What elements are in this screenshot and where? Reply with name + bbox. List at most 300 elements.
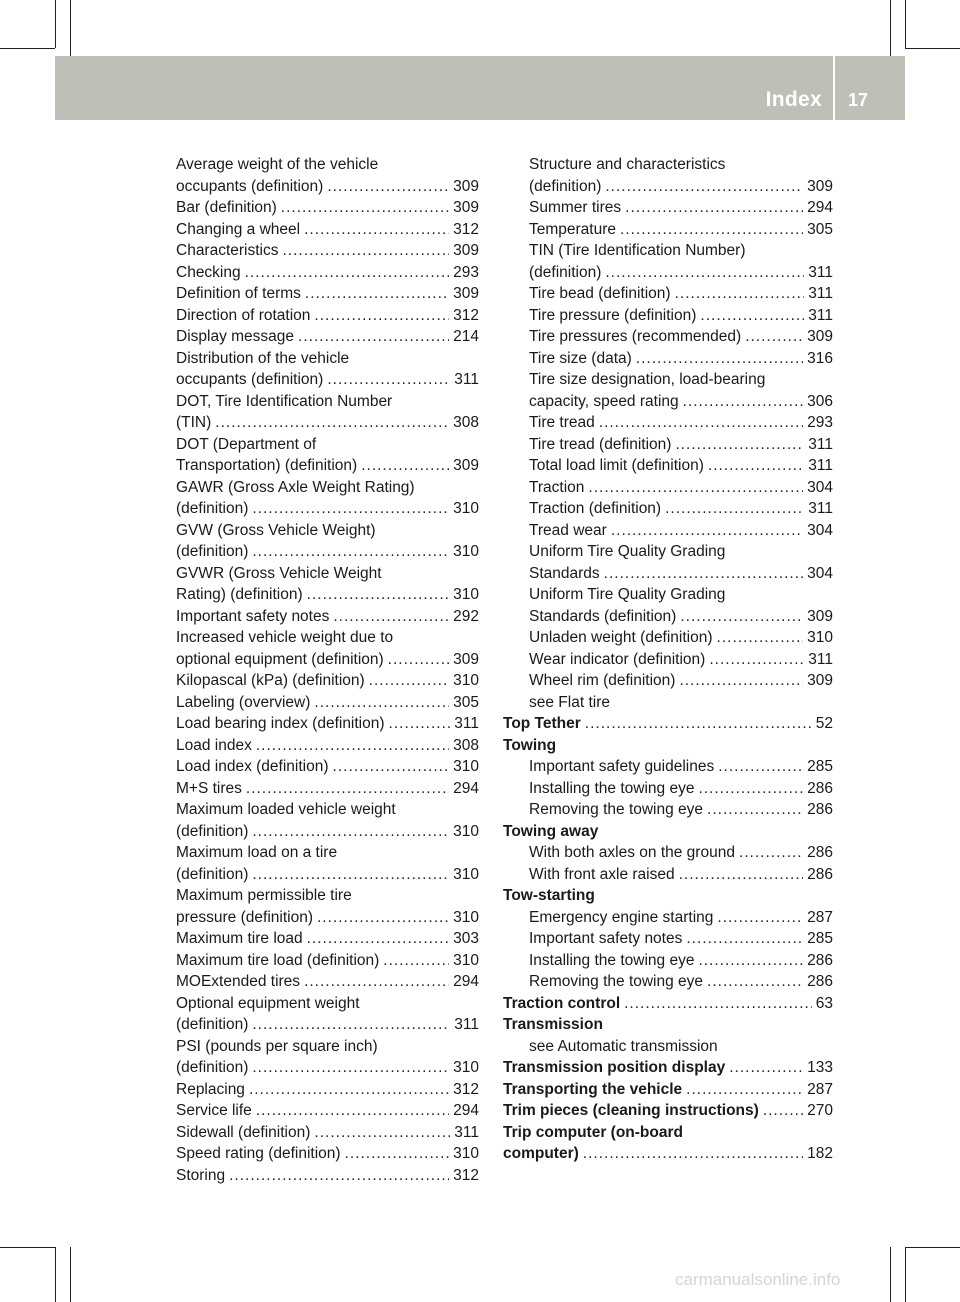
index-entry	[503, 326, 833, 348]
entry-page: 310	[807, 629, 833, 646]
entry-term: Bar (definition)	[176, 199, 277, 216]
entry-page: 312	[453, 220, 479, 238]
entry-page: 311	[454, 371, 479, 388]
entry-term: Unladen weight (definition)	[529, 629, 713, 646]
leader-dots	[605, 176, 803, 198]
index-entry	[176, 778, 479, 800]
index-entry	[176, 541, 479, 563]
leader-dots	[745, 326, 803, 348]
index-entry	[176, 756, 479, 778]
entry-term: Rating) (definition)	[176, 586, 303, 603]
entry-term: (definition)	[176, 543, 249, 560]
crop-mark	[55, 1247, 56, 1302]
entry-term: GVW (Gross Vehicle Weight)	[176, 521, 376, 539]
entry-page: 309	[807, 177, 833, 195]
crop-mark	[0, 1247, 55, 1248]
index-entry	[503, 1014, 833, 1036]
entry-term: Tow-starting	[503, 887, 595, 904]
leader-dots	[707, 971, 803, 993]
index-entry	[503, 176, 833, 198]
entry-term: Transmission	[503, 1016, 603, 1033]
entry-term: Installing the towing eye	[529, 951, 695, 969]
entry-page: 311	[454, 1123, 479, 1141]
entry-page: 182	[807, 1145, 833, 1162]
entry-term: Average weight of the vehicle	[176, 156, 379, 173]
index-entry	[503, 477, 833, 499]
leader-dots	[698, 950, 803, 972]
entry-page: 311	[808, 435, 833, 453]
entry-term: optional equipment (definition)	[176, 650, 384, 668]
entry-page: 294	[807, 199, 833, 216]
entry-term: Important safety notes	[176, 607, 330, 625]
leader-dots	[611, 520, 803, 542]
crop-mark	[905, 0, 906, 48]
entry-page: 309	[453, 177, 479, 195]
index-entry	[503, 240, 833, 262]
index-entry	[176, 885, 479, 907]
entry-term: Standards (definition)	[529, 607, 677, 625]
crop-mark	[905, 1247, 960, 1248]
entry-page: 294	[453, 779, 479, 797]
entry-page: 293	[807, 414, 833, 431]
index-entry	[176, 928, 479, 950]
entry-term: (definition)	[176, 500, 249, 517]
index-entry	[503, 1079, 833, 1101]
entry-term: computer)	[503, 1145, 579, 1162]
index-entry	[503, 434, 833, 456]
entry-term: Distribution of the vehicle	[176, 349, 350, 367]
watermark: carmanualsonline.info	[675, 1270, 841, 1289]
leader-dots	[599, 412, 803, 434]
leader-dots	[327, 369, 450, 391]
index-entry	[176, 520, 479, 542]
entry-page: 305	[807, 220, 833, 238]
entry-term: Temperature	[529, 220, 617, 238]
leader-dots	[588, 477, 803, 499]
leader-dots	[763, 1100, 803, 1122]
leader-dots	[252, 864, 449, 886]
entry-page: 310	[453, 822, 479, 840]
index-entry	[176, 1036, 479, 1058]
entry-term: Towing away	[503, 822, 599, 840]
leader-dots	[679, 864, 804, 886]
entry-term: Uniform Tire Quality Grading	[529, 586, 726, 603]
entry-term: pressure (definition)	[176, 908, 313, 926]
entry-page: 309	[453, 650, 479, 668]
index-entry	[176, 1122, 479, 1144]
index-entry	[176, 950, 479, 972]
leader-dots	[252, 1057, 449, 1079]
leader-dots	[708, 455, 804, 477]
leader-dots	[361, 455, 449, 477]
leader-dots	[307, 928, 450, 950]
entry-term: capacity, speed rating	[529, 392, 679, 410]
entry-term: Display message	[176, 328, 295, 345]
index-entry	[503, 821, 833, 843]
leader-dots	[215, 412, 449, 434]
index-column-left	[176, 154, 479, 1186]
entry-term: occupants (definition)	[176, 177, 324, 195]
leader-dots	[665, 498, 804, 520]
index-entry	[503, 541, 833, 563]
entry-page: 52	[815, 715, 833, 732]
index-entry	[176, 412, 479, 434]
entry-term: Removing the towing eye	[529, 973, 704, 990]
entry-page: 304	[807, 521, 833, 539]
index-entry	[503, 412, 833, 434]
entry-term: Summer tires	[529, 199, 622, 216]
entry-page: 133	[807, 1059, 833, 1076]
entry-term: Installing the towing eye	[529, 779, 695, 797]
entry-page: 286	[807, 779, 833, 797]
entry-page: 309	[453, 457, 479, 474]
entry-term: Towing	[503, 736, 557, 754]
index-entry	[176, 971, 479, 993]
entry-term: Uniform Tire Quality Grading	[529, 543, 726, 560]
index-entry	[176, 434, 479, 456]
index-entry	[176, 176, 479, 198]
index-entry	[176, 864, 479, 886]
entry-page: 310	[453, 758, 479, 775]
entry-term: Removing the towing eye	[529, 801, 704, 818]
index-entry	[503, 520, 833, 542]
index-entry	[176, 283, 479, 305]
crop-mark	[70, 0, 71, 56]
index-entry	[176, 649, 479, 671]
index-entry	[176, 262, 479, 284]
entry-term: Service life	[176, 1102, 252, 1119]
index-entry	[176, 1014, 479, 1036]
entry-page: 294	[453, 973, 479, 990]
leader-dots	[249, 1079, 449, 1101]
entry-term: Increased vehicle weight due to	[176, 629, 394, 646]
entry-term: (definition)	[176, 1059, 249, 1076]
entry-term: (definition)	[176, 822, 249, 840]
leader-dots	[389, 713, 451, 735]
index-entry	[176, 1100, 479, 1122]
leader-dots	[345, 1143, 450, 1165]
entry-term: Traction control	[503, 994, 621, 1012]
entry-term: Wheel rim (definition)	[529, 672, 676, 689]
index-entry	[176, 1165, 479, 1187]
entry-term: see Flat tire	[529, 693, 610, 711]
leader-dots	[717, 907, 803, 929]
entry-term: Transportation) (definition)	[176, 457, 358, 474]
entry-page: 270	[807, 1102, 833, 1119]
leader-dots	[256, 1100, 449, 1122]
entry-term: Transporting the vehicle	[503, 1080, 683, 1098]
entry-page: 311	[454, 1016, 479, 1033]
leader-dots	[307, 584, 449, 606]
leader-dots	[314, 305, 449, 327]
entry-term: Direction of rotation	[176, 306, 311, 324]
entry-term: Trim pieces (cleaning instructions)	[503, 1102, 759, 1119]
index-entry	[176, 154, 479, 176]
leader-dots	[252, 541, 449, 563]
entry-term: Tread wear	[529, 521, 607, 539]
index-entry	[503, 391, 833, 413]
index-entry	[176, 821, 479, 843]
index-entry	[503, 799, 833, 821]
leader-dots	[256, 735, 449, 757]
entry-page: 304	[807, 478, 833, 496]
entry-term: Maximum tire load	[176, 930, 303, 947]
leader-dots	[686, 928, 803, 950]
leader-dots	[327, 176, 449, 198]
leader-dots	[680, 606, 803, 628]
entry-page: 286	[807, 973, 833, 990]
leader-dots	[333, 606, 449, 628]
index-entry	[503, 197, 833, 219]
index-entry	[503, 907, 833, 929]
entry-term: Changing a wheel	[176, 220, 301, 238]
entry-page: 311	[808, 263, 833, 281]
entry-page: 311	[808, 285, 833, 302]
entry-page: 310	[453, 543, 479, 560]
entry-page: 304	[807, 564, 833, 582]
crop-mark	[55, 0, 56, 48]
leader-dots	[636, 348, 803, 370]
index-entry	[503, 1100, 833, 1122]
entry-term: Emergency engine starting	[529, 908, 714, 926]
entry-page: 310	[453, 500, 479, 517]
entry-page: 309	[807, 607, 833, 625]
entry-term: Load bearing index (definition)	[176, 715, 385, 732]
entry-page: 310	[453, 1145, 479, 1162]
leader-dots	[583, 1143, 803, 1165]
index-entry	[503, 154, 833, 176]
leader-dots	[369, 670, 449, 692]
index-entry	[503, 584, 833, 606]
entry-page: 287	[807, 1080, 833, 1098]
index-entry	[176, 1143, 479, 1165]
entry-term: Important safety notes	[529, 930, 683, 947]
entry-page: 308	[453, 414, 479, 431]
leader-dots	[333, 756, 450, 778]
entry-page: 287	[807, 908, 833, 926]
entry-term: Important safety guidelines	[529, 758, 715, 775]
entry-page: 214	[453, 328, 479, 345]
entry-term: With front axle raised	[529, 865, 675, 883]
index-entry	[176, 993, 479, 1015]
entry-page: 285	[807, 758, 833, 775]
leader-dots	[717, 627, 804, 649]
entry-term: Load index (definition)	[176, 758, 329, 775]
leader-dots	[229, 1165, 449, 1187]
header-separator	[833, 56, 835, 120]
index-entry	[503, 864, 833, 886]
entry-page: 310	[453, 1059, 479, 1076]
index-entry	[503, 692, 833, 714]
entry-page: 286	[807, 844, 833, 861]
entry-term: Load index	[176, 736, 252, 754]
index-entry	[176, 627, 479, 649]
leader-dots	[388, 649, 449, 671]
index-entry	[176, 584, 479, 606]
entry-page: 63	[815, 994, 833, 1012]
entry-term: Total load limit (definition)	[529, 457, 704, 474]
index-entry	[176, 799, 479, 821]
entry-term: Transmission position display	[503, 1059, 726, 1076]
entry-term: occupants (definition)	[176, 371, 324, 388]
index-entry	[503, 993, 833, 1015]
leader-dots	[304, 971, 449, 993]
entry-term: TIN (Tire Identification Number)	[529, 242, 746, 259]
index-entry	[176, 348, 479, 370]
index-entry	[503, 842, 833, 864]
crop-mark	[70, 1247, 71, 1302]
index-column-right	[503, 154, 833, 1165]
index-entry	[176, 670, 479, 692]
entry-term: Maximum tire load (definition)	[176, 951, 380, 969]
leader-dots	[304, 219, 449, 241]
index-entry	[176, 326, 479, 348]
entry-page: 310	[453, 672, 479, 689]
leader-dots	[707, 799, 803, 821]
entry-term: Tire tread (definition)	[529, 435, 672, 453]
leader-dots	[281, 197, 449, 219]
entry-page: 312	[453, 1080, 479, 1098]
entry-term: Structure and characteristics	[529, 156, 726, 173]
entry-term: Tire pressure (definition)	[529, 306, 697, 324]
entry-page: 305	[453, 693, 479, 711]
entry-term: Tire size designation, load-bearing	[529, 371, 766, 388]
entry-page: 308	[453, 736, 479, 754]
entry-term: Maximum permissible tire	[176, 887, 352, 904]
entry-term: With both axles on the ground	[529, 844, 735, 861]
index-entry	[176, 219, 479, 241]
leader-dots	[314, 1122, 450, 1144]
entry-term: Tire bead (definition)	[529, 285, 671, 302]
index-entry	[503, 670, 833, 692]
entry-page: 310	[453, 586, 479, 603]
index-entry	[503, 885, 833, 907]
index-entry	[503, 713, 833, 735]
leader-dots	[252, 1014, 450, 1036]
index-entry	[503, 971, 833, 993]
entry-term: M+S tires	[176, 779, 242, 797]
leader-dots	[675, 434, 804, 456]
entry-term: Maximum load on a tire	[176, 844, 338, 861]
index-entry	[176, 369, 479, 391]
index-entry	[503, 283, 833, 305]
entry-page: 311	[454, 715, 479, 732]
index-entry	[503, 735, 833, 757]
leader-dots	[729, 1057, 803, 1079]
entry-term: Maximum loaded vehicle weight	[176, 801, 396, 818]
leader-dots	[739, 842, 803, 864]
entry-term: Wear indicator (definition)	[529, 650, 706, 668]
index-entry	[503, 262, 833, 284]
index-entry	[176, 1079, 479, 1101]
leader-dots	[283, 240, 450, 262]
entry-term: Tire pressures (recommended)	[529, 328, 742, 345]
leader-dots	[718, 756, 803, 778]
page-number: 17	[848, 90, 869, 110]
entry-page: 286	[807, 951, 833, 969]
entry-term: GAWR (Gross Axle Weight Rating)	[176, 478, 415, 496]
entry-term: (definition)	[176, 1016, 249, 1033]
leader-dots	[698, 778, 803, 800]
entry-page: 309	[807, 328, 833, 345]
entry-term: (definition)	[529, 263, 602, 281]
index-entry	[176, 455, 479, 477]
index-entry	[503, 1122, 833, 1144]
entry-page: 286	[807, 865, 833, 883]
entry-term: Tire size (data)	[529, 349, 632, 367]
entry-page: 312	[453, 1166, 479, 1184]
entry-term: Traction	[529, 478, 585, 496]
leader-dots	[317, 907, 449, 929]
leader-dots	[314, 692, 449, 714]
leader-dots	[585, 713, 812, 735]
entry-term: Top Tether	[503, 715, 581, 732]
crop-mark	[905, 48, 960, 49]
leader-dots	[679, 670, 803, 692]
entry-term: Checking	[176, 263, 241, 281]
index-entry	[176, 907, 479, 929]
entry-page: 294	[453, 1102, 479, 1119]
entry-term: Definition of terms	[176, 285, 301, 302]
index-entry	[503, 649, 833, 671]
entry-page: 311	[808, 306, 833, 324]
leader-dots	[686, 1079, 803, 1101]
entry-page: 316	[807, 349, 833, 367]
crop-mark	[890, 1247, 891, 1302]
leader-dots	[700, 305, 804, 327]
entry-term: Tire tread	[529, 414, 595, 431]
leader-dots	[624, 993, 812, 1015]
entry-term: Characteristics	[176, 242, 279, 259]
entry-term: PSI (pounds per square inch)	[176, 1037, 378, 1055]
entry-page: 309	[453, 242, 479, 259]
entry-page: 310	[453, 865, 479, 883]
index-entry	[503, 950, 833, 972]
index-entry	[503, 627, 833, 649]
entry-page: 293	[453, 263, 479, 281]
index-entry	[176, 305, 479, 327]
entry-term: GVWR (Gross Vehicle Weight	[176, 564, 382, 582]
entry-page: 309	[807, 672, 833, 689]
index-entry	[503, 1036, 833, 1058]
entry-page: 306	[807, 392, 833, 410]
section-title: Index	[765, 88, 822, 111]
index-entry	[176, 842, 479, 864]
entry-term: DOT (Department of	[176, 435, 317, 453]
crop-mark	[890, 0, 891, 56]
index-entry	[503, 778, 833, 800]
leader-dots	[683, 391, 803, 413]
leader-dots	[252, 498, 449, 520]
entry-term: Speed rating (definition)	[176, 1145, 341, 1162]
leader-dots	[625, 197, 803, 219]
entry-page: 309	[453, 285, 479, 302]
crop-mark	[905, 1247, 906, 1302]
index-entry	[503, 348, 833, 370]
leader-dots	[605, 262, 804, 284]
index-entry	[503, 756, 833, 778]
entry-term: see Automatic transmission	[529, 1037, 718, 1055]
index-entry	[503, 606, 833, 628]
leader-dots	[298, 326, 449, 348]
entry-term: (TIN)	[176, 414, 212, 431]
entry-page: 303	[453, 930, 479, 947]
index-entry	[176, 713, 479, 735]
entry-term: Traction (definition)	[529, 500, 662, 517]
index-entry	[176, 197, 479, 219]
index-entry	[176, 1057, 479, 1079]
leader-dots	[709, 649, 804, 671]
